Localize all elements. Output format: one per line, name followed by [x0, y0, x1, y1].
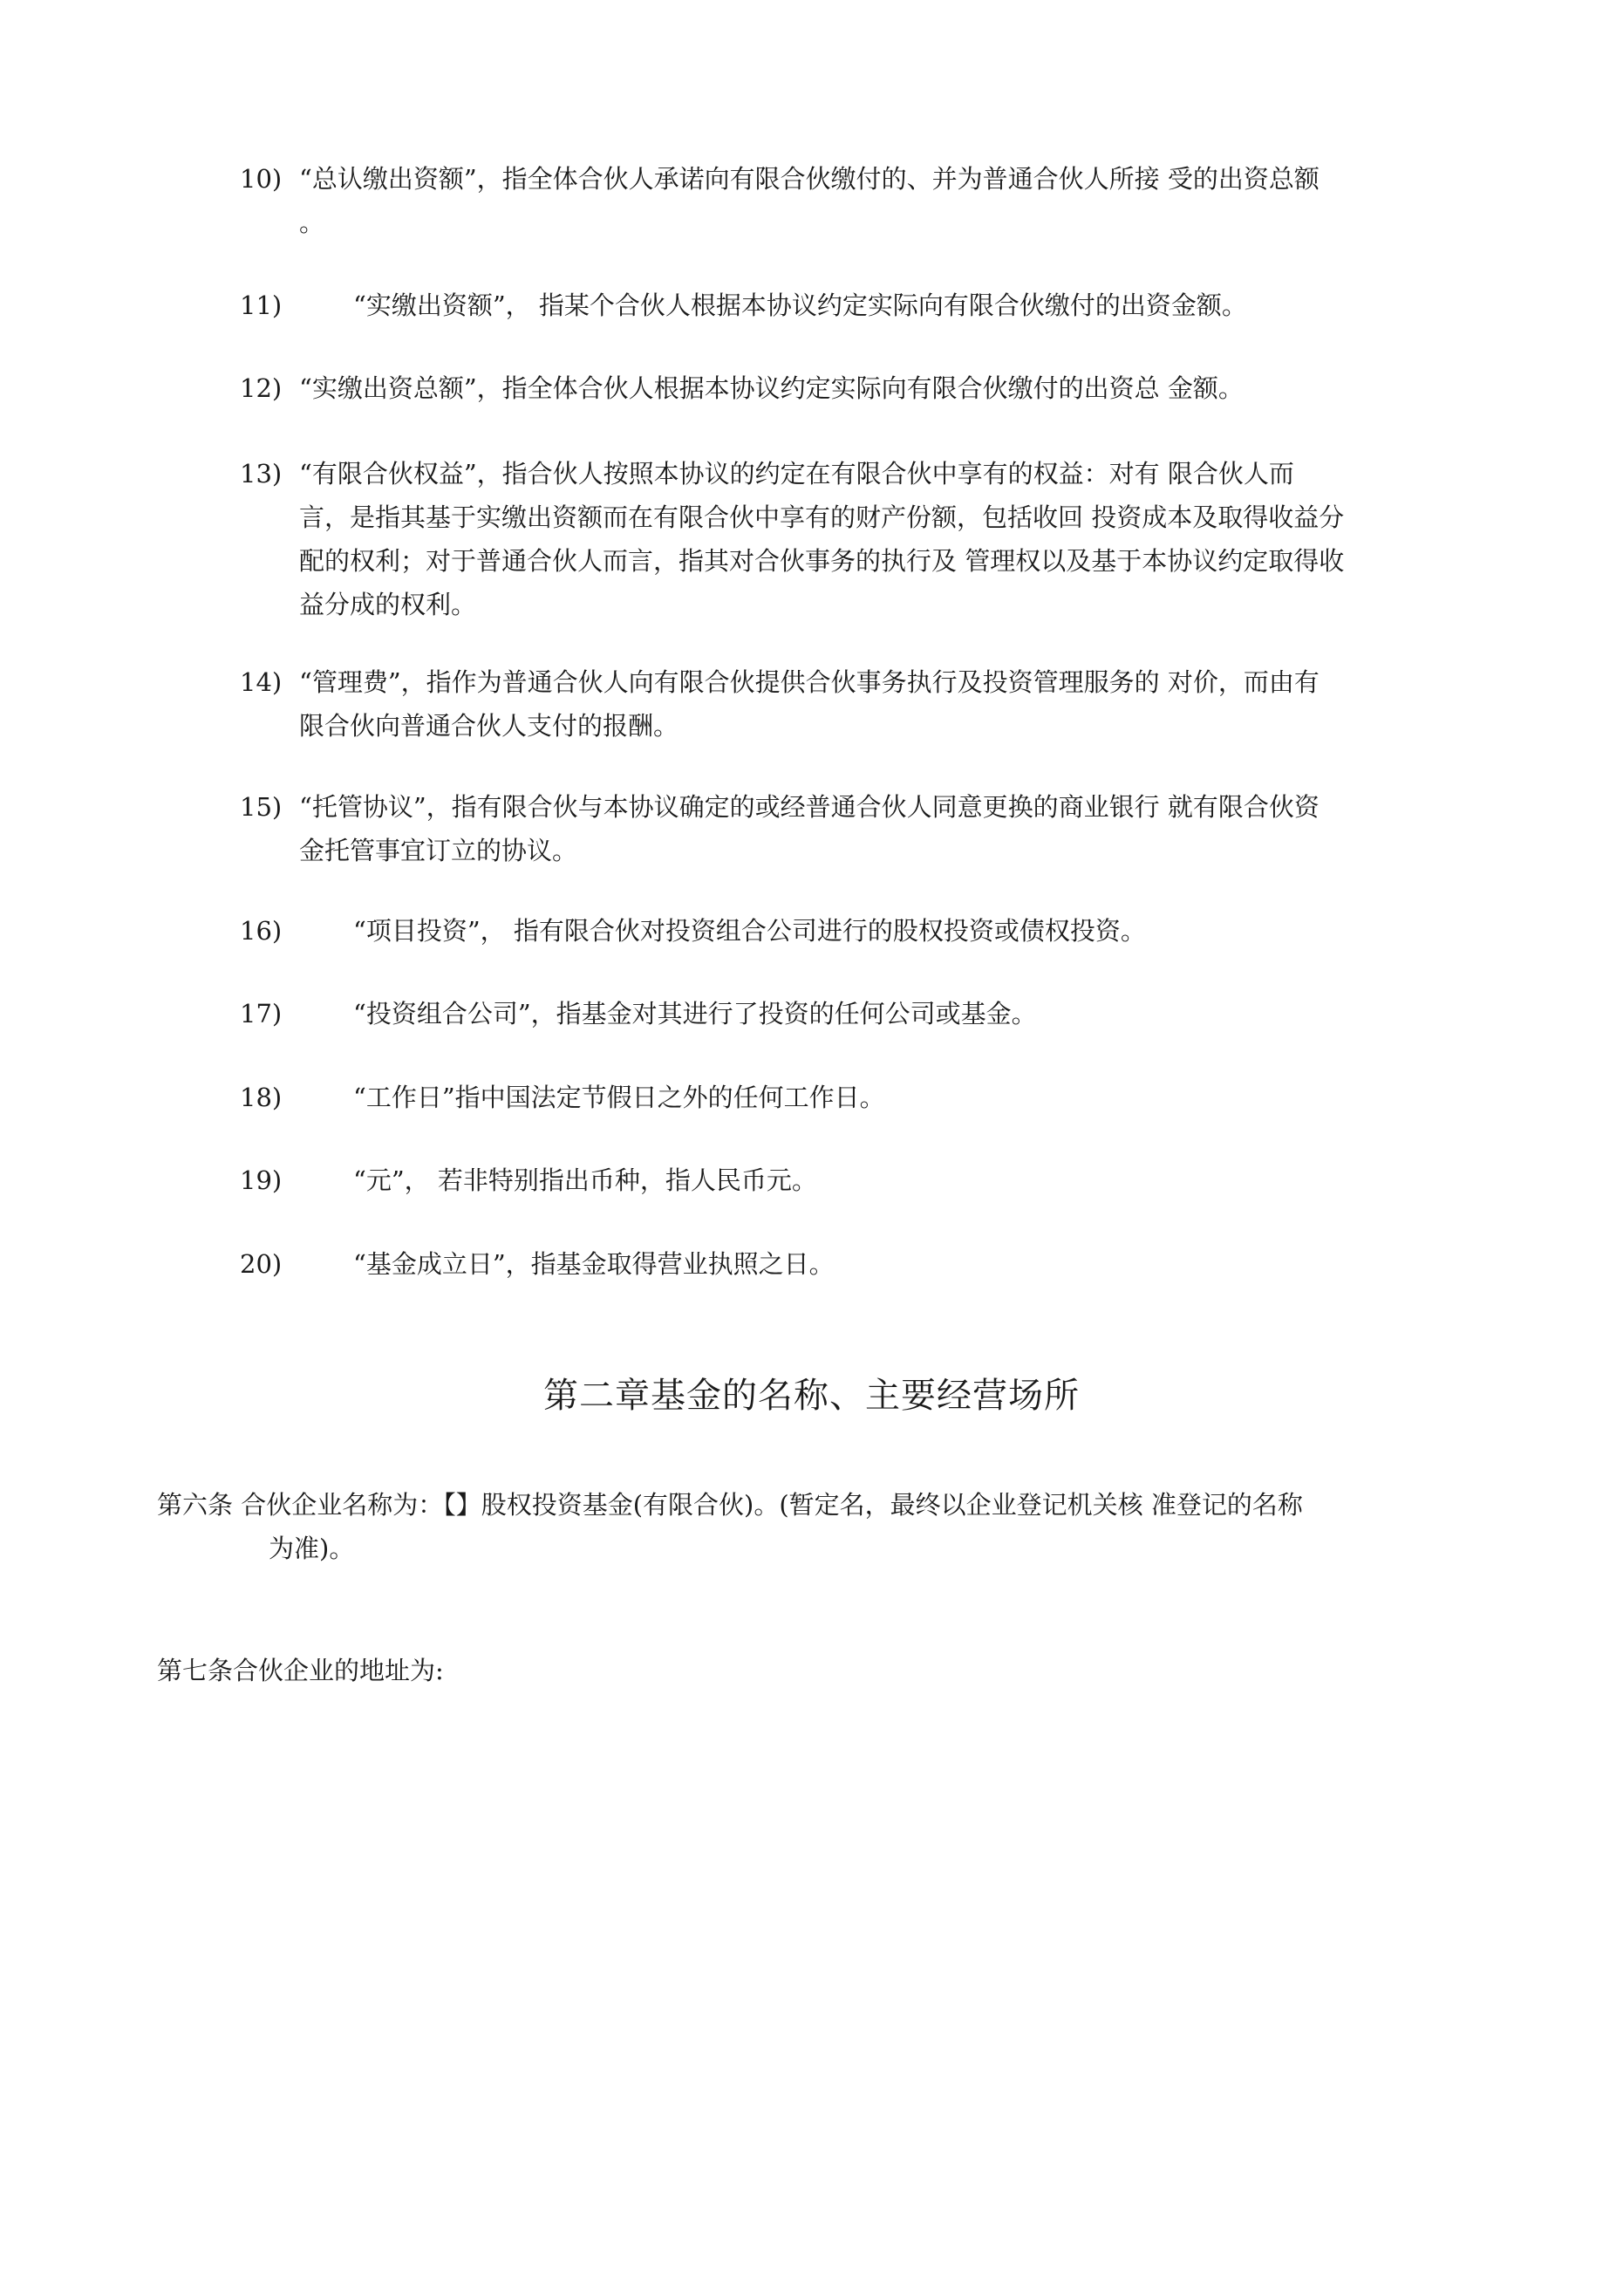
definition-line: “总认缴出资额”，指全体合伙人承诺向有限合伙缴付的、并为普通合伙人所接 受的出资总额 — [299, 164, 1320, 194]
article-line: 为准)。 — [269, 1534, 355, 1563]
definition-text: “实缴出资总额”，指全体合伙人根据本协议约定实际向有限合伙缴付的出资总 金额。 — [299, 373, 1244, 403]
definition-number: 15) — [240, 792, 283, 822]
definition-line: “有限合伙权益”，指合伙人按照本协议的约定在有限合伙中享有的权益：对有 限合伙人而 — [299, 459, 1294, 489]
definition-text: “实缴出资额”， 指某个合伙人根据本协议约定实际向有限合伙缴付的出资金额。 — [353, 290, 1247, 320]
definition-line: 配的权利；对于普通合伙人而言，指其对合伙事务的执行及 管理权以及基于本协议约定取得收 — [299, 546, 1345, 576]
definition-number: 20) — [240, 1249, 283, 1279]
definition-number: 10) — [240, 164, 283, 194]
definition-number: 13) — [240, 459, 283, 489]
definition-line: 。 — [299, 208, 325, 237]
definition-number: 11) — [240, 290, 283, 320]
definition-number: 14) — [240, 667, 283, 697]
definition-line: 金托管事宜订立的协议。 — [299, 836, 578, 865]
article-6 — [157, 1483, 1491, 1570]
definition-number: 17) — [240, 999, 283, 1028]
article-7 — [157, 1649, 1491, 1692]
definition-text: “项目投资”， 指有限合伙对投资组合公司进行的股权投资或债权投资。 — [353, 916, 1146, 946]
definition-number: 18) — [240, 1083, 283, 1112]
definition-text — [299, 452, 1487, 626]
definition-line: “管理费”，指作为普通合伙人向有限合伙提供合伙事务执行及投资管理服务的 对价，而由有 — [299, 667, 1320, 697]
article-line: 第六条 合伙企业名称为：【】股权投资基金(有限合伙)。(暂定名，最终以企业登记机关核 准登记的名称 — [157, 1490, 1303, 1520]
definition-text: “工作日”指中国法定节假日之外的任何工作日。 — [353, 1083, 885, 1112]
definition-text: “投资组合公司”，指基金对其进行了投资的任何公司或基金。 — [353, 999, 1037, 1028]
definition-text — [299, 660, 1487, 748]
definition-line: 益分成的权利。 — [299, 590, 477, 619]
definition-line: 限合伙向普通合伙人支付的报酬。 — [299, 711, 679, 741]
definition-number: 16) — [240, 916, 283, 946]
definition-text — [299, 785, 1487, 872]
chapter-title: 第二章基金的名称、主要经营场所 — [543, 1376, 1080, 1416]
article-line: 第七条合伙企业的地址为: — [157, 1656, 444, 1685]
definition-text — [299, 157, 1487, 244]
definition-line: 言，是指其基于实缴出资额而在有限合伙中享有的财产份额，包括收回 投资成本及取得收益分 — [299, 502, 1345, 532]
definition-line: “托管协议”，指有限合伙与本协议确定的或经普通合伙人同意更换的商业银行 就有限合伙资 — [299, 792, 1320, 822]
definition-number: 19) — [240, 1165, 283, 1195]
definition-text: “基金成立日”，指基金取得营业执照之日。 — [353, 1249, 835, 1279]
definition-text: “元”， 若非特别指出币种，指人民币元。 — [353, 1165, 817, 1195]
definition-number: 12) — [240, 373, 283, 403]
